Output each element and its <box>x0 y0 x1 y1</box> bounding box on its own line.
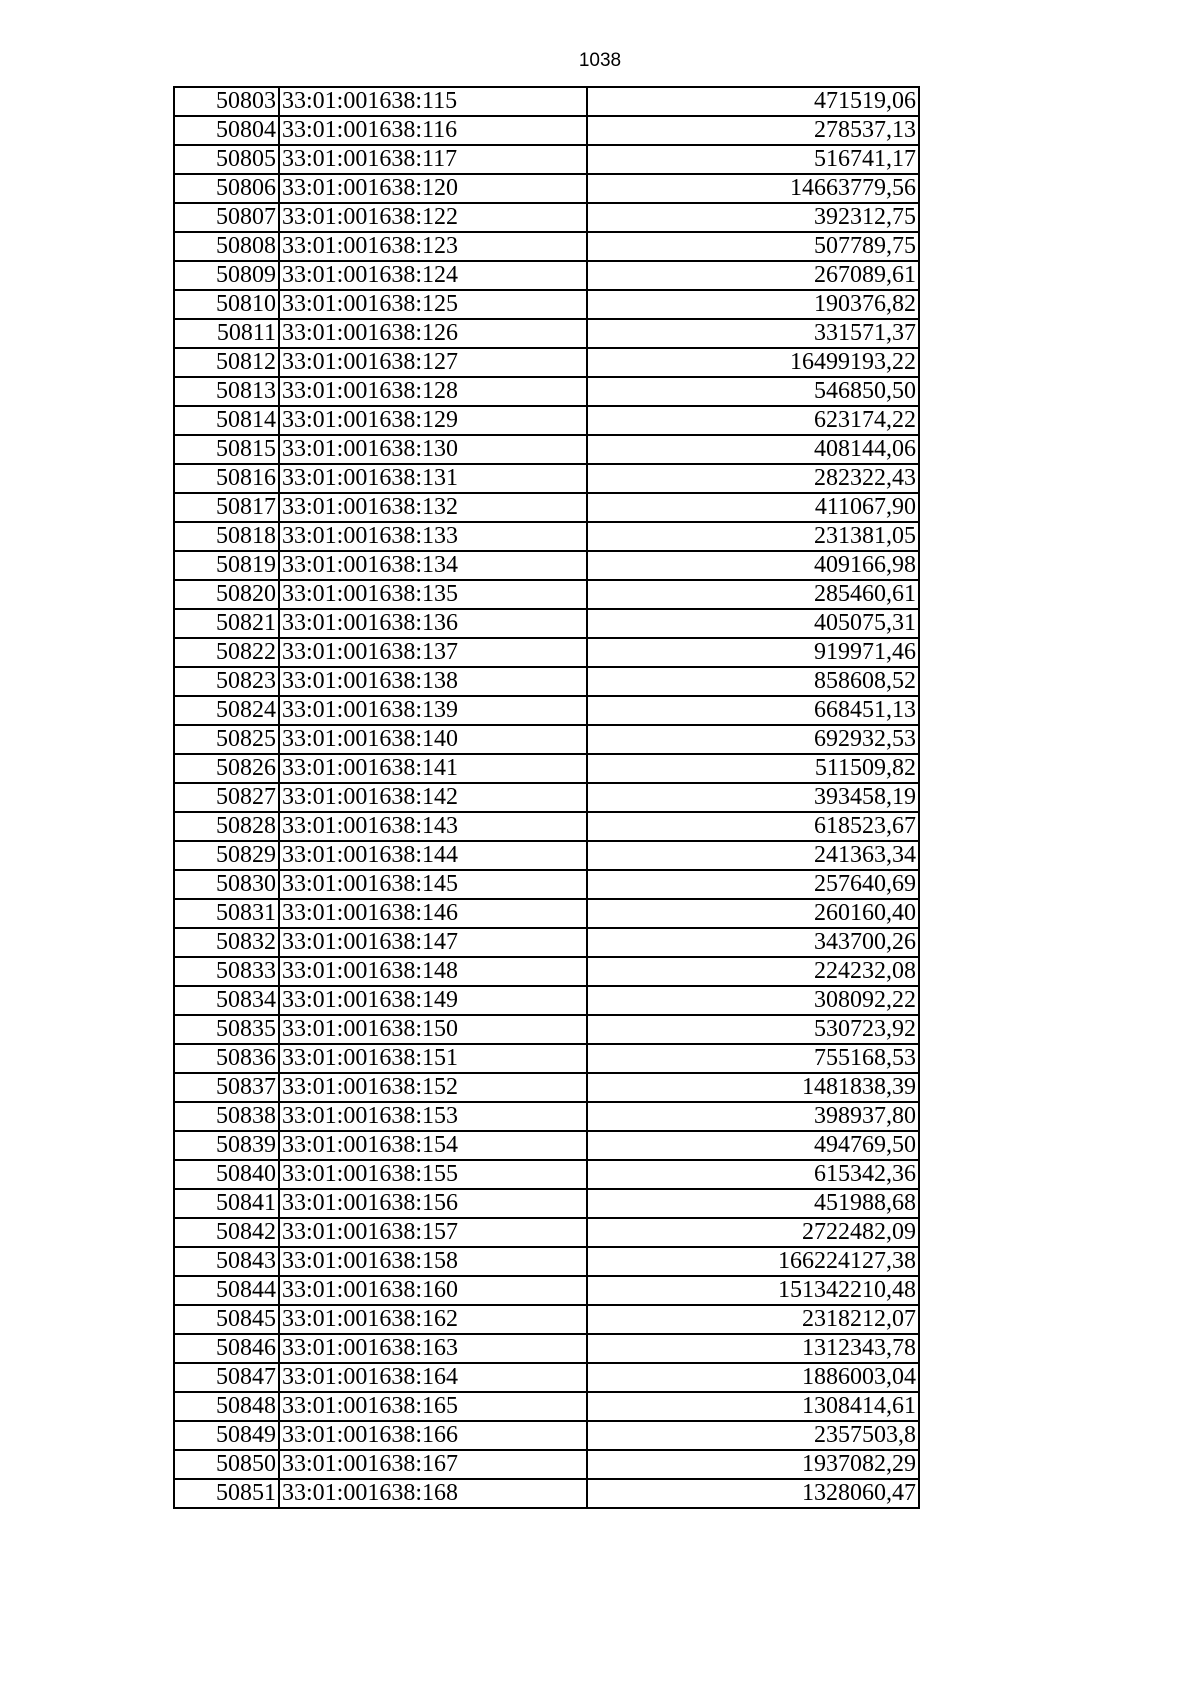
cadastral-number-cell: 33:01:001638:165 <box>279 1392 587 1421</box>
row-number-cell: 50825 <box>174 725 279 754</box>
table-row <box>174 174 919 203</box>
row-number-cell: 50830 <box>174 870 279 899</box>
cadastral-value-cell: 14663779,56 <box>587 174 919 203</box>
table-row <box>174 1305 919 1334</box>
cadastral-value-cell: 151342210,48 <box>587 1276 919 1305</box>
cadastral-number-cell: 33:01:001638:154 <box>279 1131 587 1160</box>
row-number-cell: 50822 <box>174 638 279 667</box>
table-row <box>174 290 919 319</box>
table-row <box>174 377 919 406</box>
cadastral-number-cell: 33:01:001638:140 <box>279 725 587 754</box>
cadastral-number-cell: 33:01:001638:135 <box>279 580 587 609</box>
cadastral-value-cell: 285460,61 <box>587 580 919 609</box>
row-number-cell: 50843 <box>174 1247 279 1276</box>
cadastral-number-cell: 33:01:001638:163 <box>279 1334 587 1363</box>
cadastral-value-cell: 190376,82 <box>587 290 919 319</box>
table-row <box>174 232 919 261</box>
table-row <box>174 145 919 174</box>
row-number-cell: 50831 <box>174 899 279 928</box>
row-number-cell: 50818 <box>174 522 279 551</box>
cadastral-number-cell: 33:01:001638:167 <box>279 1450 587 1479</box>
cadastral-value-cell: 282322,43 <box>587 464 919 493</box>
table-row <box>174 609 919 638</box>
cadastral-value-cell: 516741,17 <box>587 145 919 174</box>
cadastral-number-cell: 33:01:001638:158 <box>279 1247 587 1276</box>
cadastral-value-cell: 2357503,8 <box>587 1421 919 1450</box>
cadastral-value-cell: 471519,06 <box>587 87 919 116</box>
cadastral-number-cell: 33:01:001638:122 <box>279 203 587 232</box>
table-row <box>174 841 919 870</box>
table-row <box>174 783 919 812</box>
cadastral-value-cell: 507789,75 <box>587 232 919 261</box>
cadastral-value-cell: 668451,13 <box>587 696 919 725</box>
cadastral-value-table <box>173 86 920 1509</box>
row-number-cell: 50816 <box>174 464 279 493</box>
cadastral-number-cell: 33:01:001638:137 <box>279 638 587 667</box>
cadastral-value-cell: 546850,50 <box>587 377 919 406</box>
page-number: 1038 <box>578 50 622 71</box>
table-row <box>174 1073 919 1102</box>
cadastral-number-cell: 33:01:001638:160 <box>279 1276 587 1305</box>
table-row <box>174 116 919 145</box>
cadastral-value-cell: 494769,50 <box>587 1131 919 1160</box>
table-row <box>174 1479 919 1508</box>
table-row <box>174 957 919 986</box>
row-number-cell: 50842 <box>174 1218 279 1247</box>
cadastral-value-cell: 1312343,78 <box>587 1334 919 1363</box>
cadastral-number-cell: 33:01:001638:151 <box>279 1044 587 1073</box>
row-number-cell: 50851 <box>174 1479 279 1508</box>
row-number-cell: 50808 <box>174 232 279 261</box>
cadastral-number-cell: 33:01:001638:142 <box>279 783 587 812</box>
cadastral-value-cell: 392312,75 <box>587 203 919 232</box>
cadastral-number-cell: 33:01:001638:138 <box>279 667 587 696</box>
cadastral-number-cell: 33:01:001638:123 <box>279 232 587 261</box>
cadastral-value-cell: 755168,53 <box>587 1044 919 1073</box>
cadastral-value-cell: 224232,08 <box>587 957 919 986</box>
cadastral-value-cell: 166224127,38 <box>587 1247 919 1276</box>
cadastral-value-cell: 343700,26 <box>587 928 919 957</box>
cadastral-value-cell: 511509,82 <box>587 754 919 783</box>
cadastral-number-cell: 33:01:001638:146 <box>279 899 587 928</box>
row-number-cell: 50824 <box>174 696 279 725</box>
row-number-cell: 50809 <box>174 261 279 290</box>
row-number-cell: 50804 <box>174 116 279 145</box>
table-row <box>174 1247 919 1276</box>
table-row <box>174 1189 919 1218</box>
cadastral-number-cell: 33:01:001638:149 <box>279 986 587 1015</box>
cadastral-number-cell: 33:01:001638:136 <box>279 609 587 638</box>
cadastral-number-cell: 33:01:001638:128 <box>279 377 587 406</box>
table-row <box>174 464 919 493</box>
table-row <box>174 435 919 464</box>
row-number-cell: 50817 <box>174 493 279 522</box>
row-number-cell: 50807 <box>174 203 279 232</box>
table-row <box>174 1131 919 1160</box>
cadastral-number-cell: 33:01:001638:131 <box>279 464 587 493</box>
row-number-cell: 50810 <box>174 290 279 319</box>
table-row <box>174 1218 919 1247</box>
cadastral-value-cell: 858608,52 <box>587 667 919 696</box>
table-row <box>174 1421 919 1450</box>
row-number-cell: 50828 <box>174 812 279 841</box>
cadastral-number-cell: 33:01:001638:155 <box>279 1160 587 1189</box>
cadastral-number-cell: 33:01:001638:141 <box>279 754 587 783</box>
cadastral-number-cell: 33:01:001638:156 <box>279 1189 587 1218</box>
table-row <box>174 1102 919 1131</box>
cadastral-number-cell: 33:01:001638:134 <box>279 551 587 580</box>
table-row <box>174 812 919 841</box>
table-body <box>174 87 919 1508</box>
cadastral-value-cell: 1886003,04 <box>587 1363 919 1392</box>
cadastral-number-cell: 33:01:001638:148 <box>279 957 587 986</box>
cadastral-value-cell: 267089,61 <box>587 261 919 290</box>
table-row <box>174 348 919 377</box>
cadastral-number-cell: 33:01:001638:120 <box>279 174 587 203</box>
table-row <box>174 638 919 667</box>
row-number-cell: 50833 <box>174 957 279 986</box>
cadastral-value-cell: 278537,13 <box>587 116 919 145</box>
cadastral-number-cell: 33:01:001638:139 <box>279 696 587 725</box>
table-row <box>174 261 919 290</box>
cadastral-value-cell: 623174,22 <box>587 406 919 435</box>
cadastral-value-cell: 1937082,29 <box>587 1450 919 1479</box>
cadastral-number-cell: 33:01:001638:133 <box>279 522 587 551</box>
cadastral-number-cell: 33:01:001638:168 <box>279 1479 587 1508</box>
table-row <box>174 754 919 783</box>
row-number-cell: 50848 <box>174 1392 279 1421</box>
cadastral-value-cell: 615342,36 <box>587 1160 919 1189</box>
table-row <box>174 87 919 116</box>
row-number-cell: 50841 <box>174 1189 279 1218</box>
row-number-cell: 50806 <box>174 174 279 203</box>
row-number-cell: 50850 <box>174 1450 279 1479</box>
cadastral-value-cell: 257640,69 <box>587 870 919 899</box>
row-number-cell: 50811 <box>174 319 279 348</box>
cadastral-value-cell: 692932,53 <box>587 725 919 754</box>
cadastral-value-cell: 618523,67 <box>587 812 919 841</box>
cadastral-number-cell: 33:01:001638:152 <box>279 1073 587 1102</box>
row-number-cell: 50834 <box>174 986 279 1015</box>
cadastral-value-cell: 331571,37 <box>587 319 919 348</box>
row-number-cell: 50821 <box>174 609 279 638</box>
cadastral-number-cell: 33:01:001638:166 <box>279 1421 587 1450</box>
cadastral-number-cell: 33:01:001638:145 <box>279 870 587 899</box>
table-row <box>174 319 919 348</box>
table-row <box>174 1015 919 1044</box>
table-row <box>174 1276 919 1305</box>
cadastral-number-cell: 33:01:001638:150 <box>279 1015 587 1044</box>
cadastral-number-cell: 33:01:001638:153 <box>279 1102 587 1131</box>
row-number-cell: 50844 <box>174 1276 279 1305</box>
table-row <box>174 696 919 725</box>
cadastral-value-cell: 409166,98 <box>587 551 919 580</box>
table-row <box>174 580 919 609</box>
table-row <box>174 493 919 522</box>
table-row <box>174 551 919 580</box>
table-row <box>174 1392 919 1421</box>
row-number-cell: 50838 <box>174 1102 279 1131</box>
row-number-cell: 50812 <box>174 348 279 377</box>
row-number-cell: 50836 <box>174 1044 279 1073</box>
cadastral-value-cell: 231381,05 <box>587 522 919 551</box>
cadastral-number-cell: 33:01:001638:115 <box>279 87 587 116</box>
table-row <box>174 725 919 754</box>
cadastral-number-cell: 33:01:001638:125 <box>279 290 587 319</box>
cadastral-number-cell: 33:01:001638:147 <box>279 928 587 957</box>
table-row <box>174 870 919 899</box>
cadastral-value-cell: 16499193,22 <box>587 348 919 377</box>
cadastral-number-cell: 33:01:001638:157 <box>279 1218 587 1247</box>
cadastral-value-cell: 398937,80 <box>587 1102 919 1131</box>
cadastral-value-cell: 2318212,07 <box>587 1305 919 1334</box>
row-number-cell: 50803 <box>174 87 279 116</box>
cadastral-value-cell: 393458,19 <box>587 783 919 812</box>
cadastral-number-cell: 33:01:001638:164 <box>279 1363 587 1392</box>
cadastral-number-cell: 33:01:001638:126 <box>279 319 587 348</box>
cadastral-value-cell: 308092,22 <box>587 986 919 1015</box>
cadastral-number-cell: 33:01:001638:143 <box>279 812 587 841</box>
table-row <box>174 1334 919 1363</box>
cadastral-value-cell: 408144,06 <box>587 435 919 464</box>
row-number-cell: 50829 <box>174 841 279 870</box>
row-number-cell: 50839 <box>174 1131 279 1160</box>
cadastral-value-cell: 260160,40 <box>587 899 919 928</box>
row-number-cell: 50835 <box>174 1015 279 1044</box>
cadastral-number-cell: 33:01:001638:144 <box>279 841 587 870</box>
cadastral-value-cell: 530723,92 <box>587 1015 919 1044</box>
table-row <box>174 203 919 232</box>
table-row <box>174 1363 919 1392</box>
cadastral-value-cell: 451988,68 <box>587 1189 919 1218</box>
cadastral-number-cell: 33:01:001638:127 <box>279 348 587 377</box>
row-number-cell: 50819 <box>174 551 279 580</box>
table-row <box>174 522 919 551</box>
cadastral-value-cell: 919971,46 <box>587 638 919 667</box>
row-number-cell: 50827 <box>174 783 279 812</box>
table-row <box>174 1160 919 1189</box>
cadastral-value-cell: 1481838,39 <box>587 1073 919 1102</box>
table-row <box>174 1044 919 1073</box>
row-number-cell: 50840 <box>174 1160 279 1189</box>
cadastral-value-cell: 405075,31 <box>587 609 919 638</box>
cadastral-number-cell: 33:01:001638:132 <box>279 493 587 522</box>
cadastral-number-cell: 33:01:001638:116 <box>279 116 587 145</box>
row-number-cell: 50820 <box>174 580 279 609</box>
table-row <box>174 928 919 957</box>
table-row <box>174 1450 919 1479</box>
cadastral-number-cell: 33:01:001638:117 <box>279 145 587 174</box>
row-number-cell: 50823 <box>174 667 279 696</box>
cadastral-number-cell: 33:01:001638:130 <box>279 435 587 464</box>
cadastral-number-cell: 33:01:001638:162 <box>279 1305 587 1334</box>
cadastral-value-cell: 1308414,61 <box>587 1392 919 1421</box>
cadastral-value-cell: 2722482,09 <box>587 1218 919 1247</box>
table-row <box>174 899 919 928</box>
cadastral-number-cell: 33:01:001638:124 <box>279 261 587 290</box>
table-row <box>174 986 919 1015</box>
cadastral-number-cell: 33:01:001638:129 <box>279 406 587 435</box>
table-row <box>174 667 919 696</box>
row-number-cell: 50814 <box>174 406 279 435</box>
row-number-cell: 50832 <box>174 928 279 957</box>
row-number-cell: 50837 <box>174 1073 279 1102</box>
row-number-cell: 50805 <box>174 145 279 174</box>
table-row <box>174 406 919 435</box>
row-number-cell: 50849 <box>174 1421 279 1450</box>
row-number-cell: 50813 <box>174 377 279 406</box>
row-number-cell: 50815 <box>174 435 279 464</box>
row-number-cell: 50845 <box>174 1305 279 1334</box>
cadastral-value-cell: 1328060,47 <box>587 1479 919 1508</box>
row-number-cell: 50846 <box>174 1334 279 1363</box>
row-number-cell: 50826 <box>174 754 279 783</box>
cadastral-value-cell: 241363,34 <box>587 841 919 870</box>
cadastral-value-cell: 411067,90 <box>587 493 919 522</box>
row-number-cell: 50847 <box>174 1363 279 1392</box>
